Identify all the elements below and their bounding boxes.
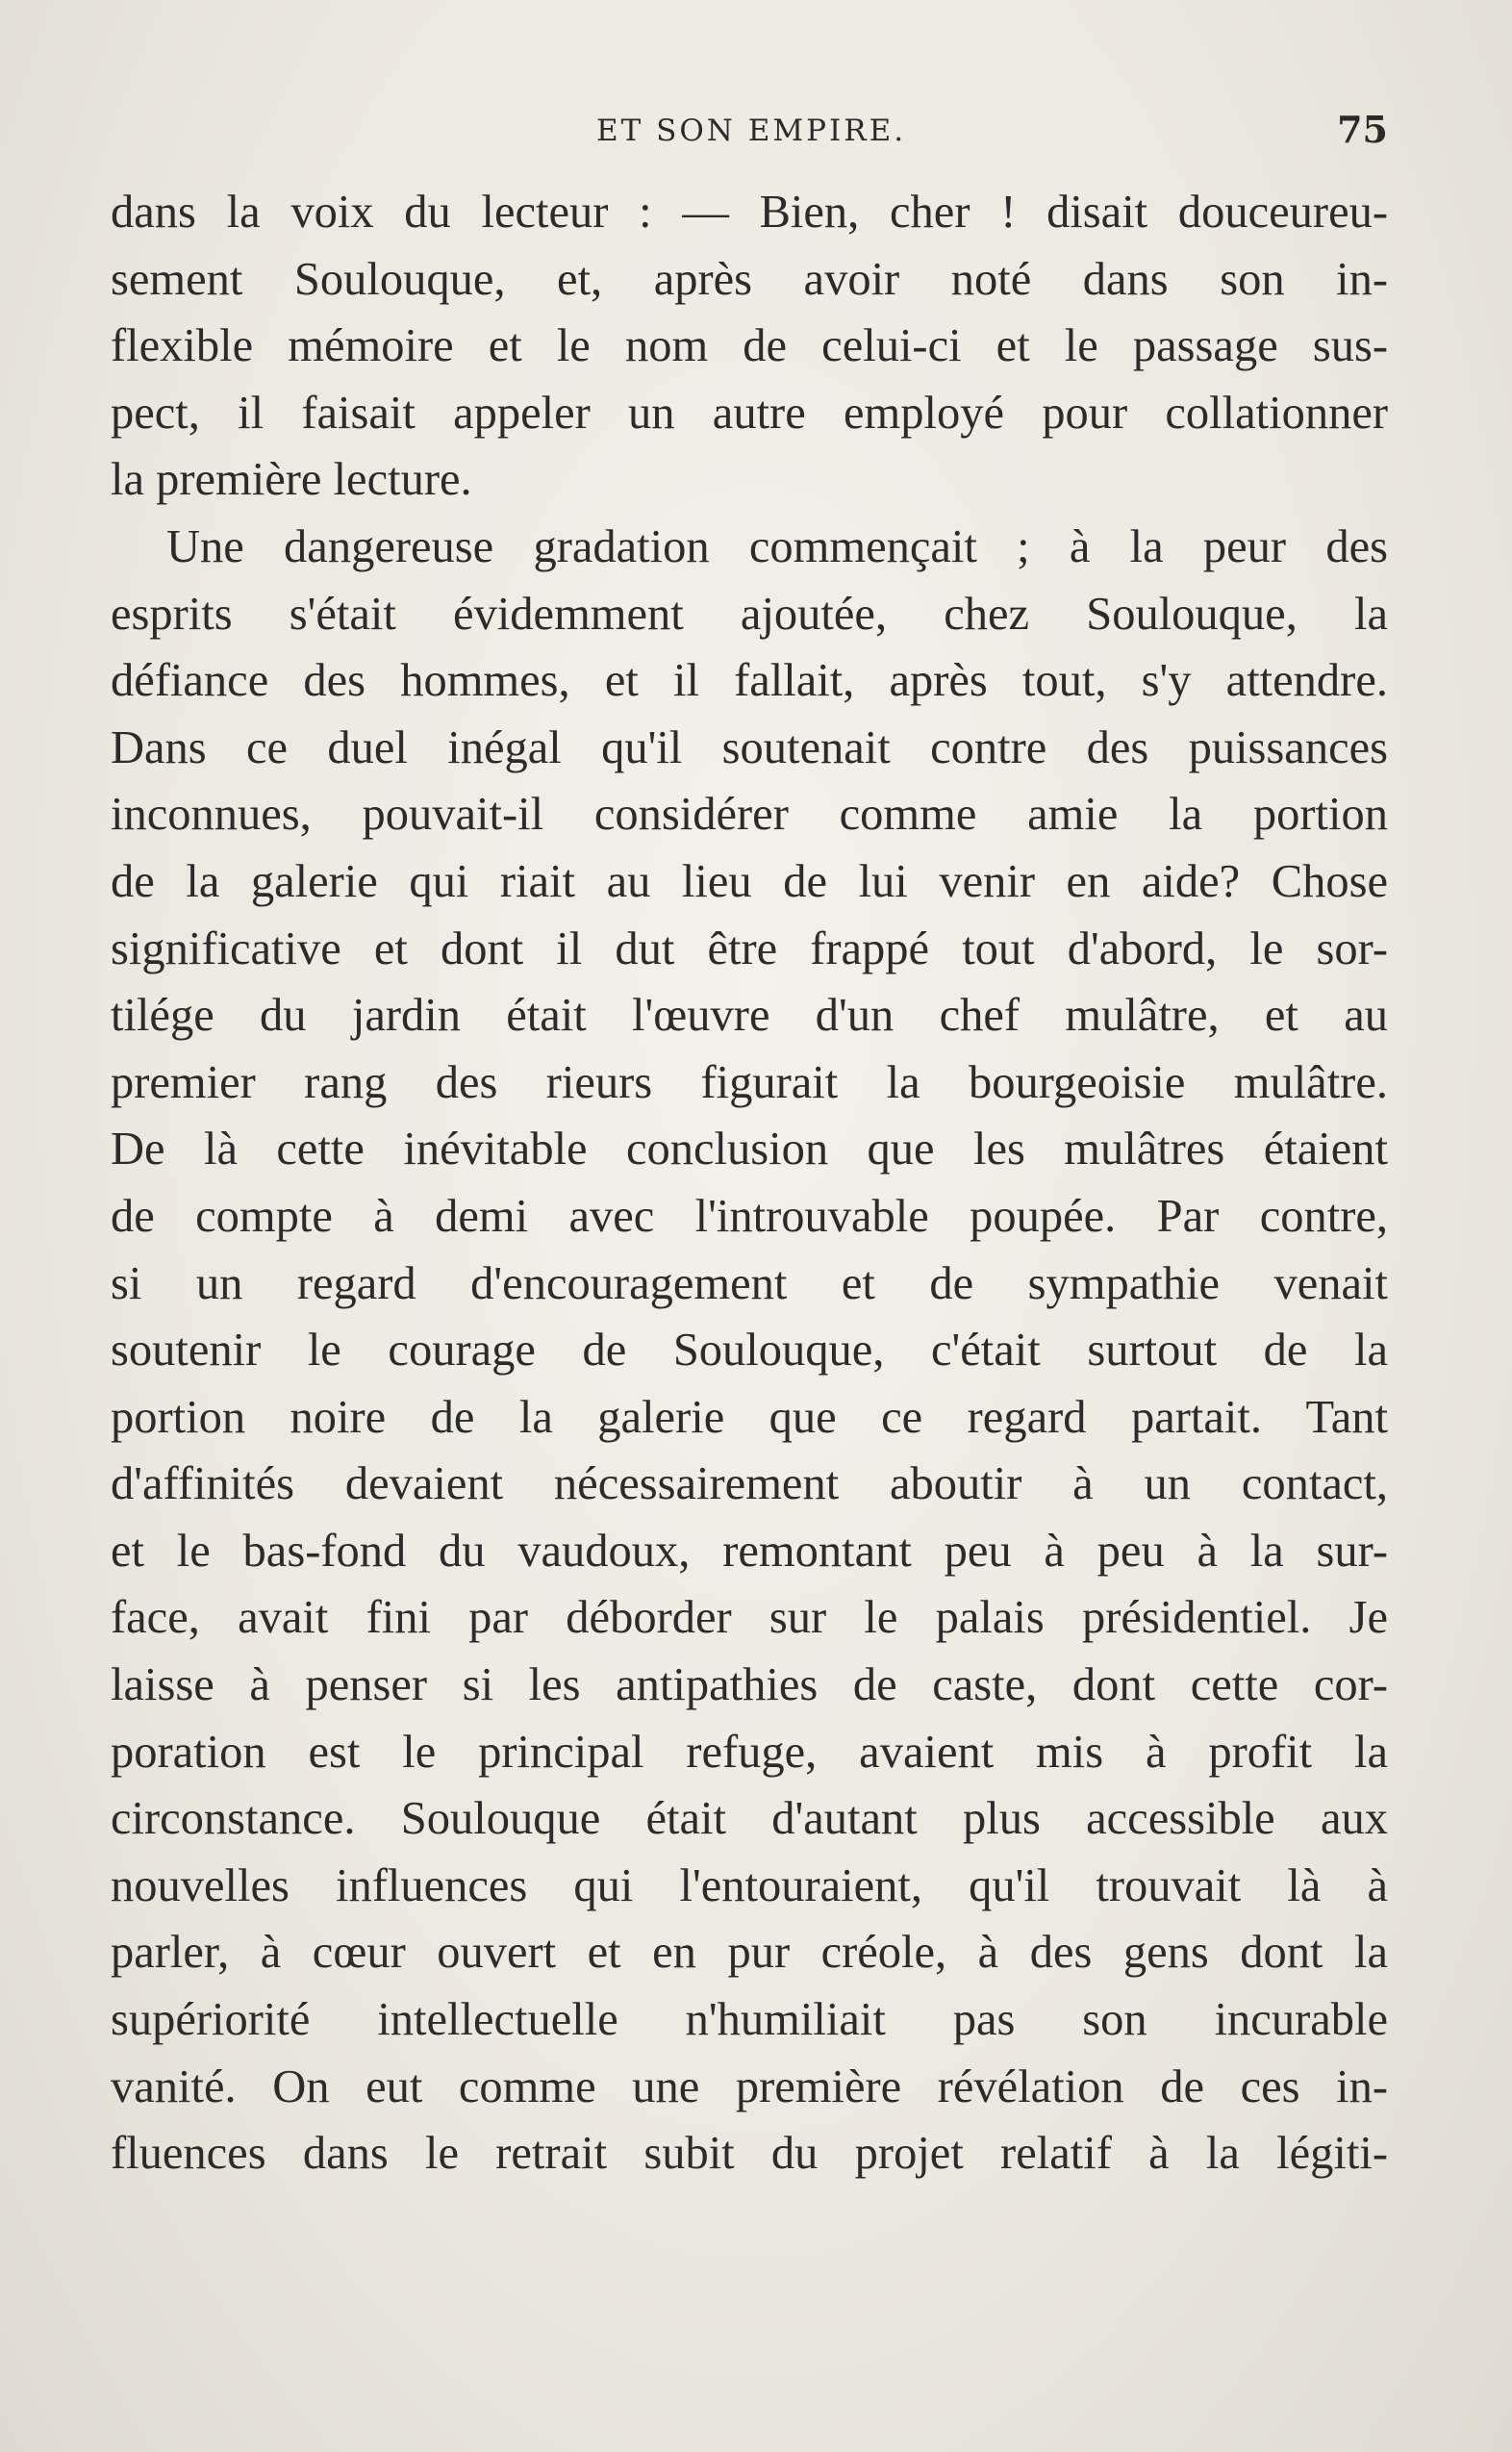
text-line: vanité. On eut comme une première révélation de ces in- <box>111 2060 1388 2112</box>
text-line: portion noire de la galerie que ce regard partait. Tant <box>111 1391 1388 1443</box>
text-line: premier rang des rieurs figurait la bourgeoisie mulâtre. <box>111 1056 1388 1108</box>
text-line: tilége du jardin était l'œuvre d'un chef mulâtre, et au <box>111 990 1388 1042</box>
text-line: pect, il faisait appeler un autre employé pour collationner <box>111 387 1388 439</box>
text-line: de la galerie qui riait au lieu de lui venir en aide? Chose <box>111 855 1388 907</box>
text-line: de compte à demi avec l'introuvable poupée. Par contre, <box>111 1190 1388 1242</box>
text-line: d'affinités devaient nécessairement aboutir à un contact, <box>111 1458 1388 1510</box>
text-line: flexible mémoire et le nom de celui-ci et le passage sus- <box>111 320 1388 372</box>
text-line: parler, à cœur ouvert et en pur créole, à des gens dont la <box>111 1927 1388 1979</box>
text-line: Dans ce duel inégal qu'il soutenait contre des puissances <box>111 721 1388 773</box>
paragraph-start-line: Une dangereuse gradation commençait ; à la peur des <box>166 520 1388 572</box>
text-line: si un regard d'encouragement et de sympathie venait <box>111 1257 1388 1309</box>
text-line: inconnues, pouvait-il considérer comme amie la portion <box>111 789 1388 841</box>
text-line: supériorité intellectuelle n'humiliait pas son incurable <box>111 1994 1388 2046</box>
text-line: face, avait fini par déborder sur le palais présidentiel. Je <box>111 1592 1388 1644</box>
body-text <box>111 179 1388 2187</box>
page-header <box>111 108 1388 165</box>
text-line: fluences dans le retrait subit du projet relatif à la légiti- <box>111 2128 1388 2180</box>
text-line: défiance des hommes, et il fallait, après tout, s'y attendre. <box>111 655 1388 707</box>
text-line: et le bas-fond du vaudoux, remontant peu à peu à la sur- <box>111 1525 1388 1577</box>
text-line: De là cette inévitable conclusion que les mulâtres étaient <box>111 1124 1388 1175</box>
text-line: la première lecture. <box>111 454 472 506</box>
text-line: circonstance. Soulouque était d'autant plus accessible aux <box>111 1793 1388 1845</box>
text-line: soutenir le courage de Soulouque, c'était surtout de la <box>111 1325 1388 1377</box>
text-line: laisse à penser si les antipathies de caste, dont cette cor- <box>111 1659 1388 1711</box>
text-line: sement Soulouque, et, après avoir noté dans son in- <box>111 253 1388 305</box>
text-line: nouvelles influences qui l'entouraient, qu'il trouvait là à <box>111 1859 1388 1911</box>
running-head: ET SON EMPIRE. <box>596 114 907 148</box>
page-number: 75 <box>1337 108 1388 151</box>
text-line: dans la voix du lecteur : — Bien, cher ! disait douceureu- <box>111 187 1388 238</box>
text-line: poration est le principal refuge, avaient mis à profit la <box>111 1726 1388 1778</box>
text-line: significative et dont il dut être frappé tout d'abord, le sor- <box>111 923 1388 974</box>
text-line: esprits s'était évidemment ajoutée, chez Soulouque, la <box>111 588 1388 640</box>
